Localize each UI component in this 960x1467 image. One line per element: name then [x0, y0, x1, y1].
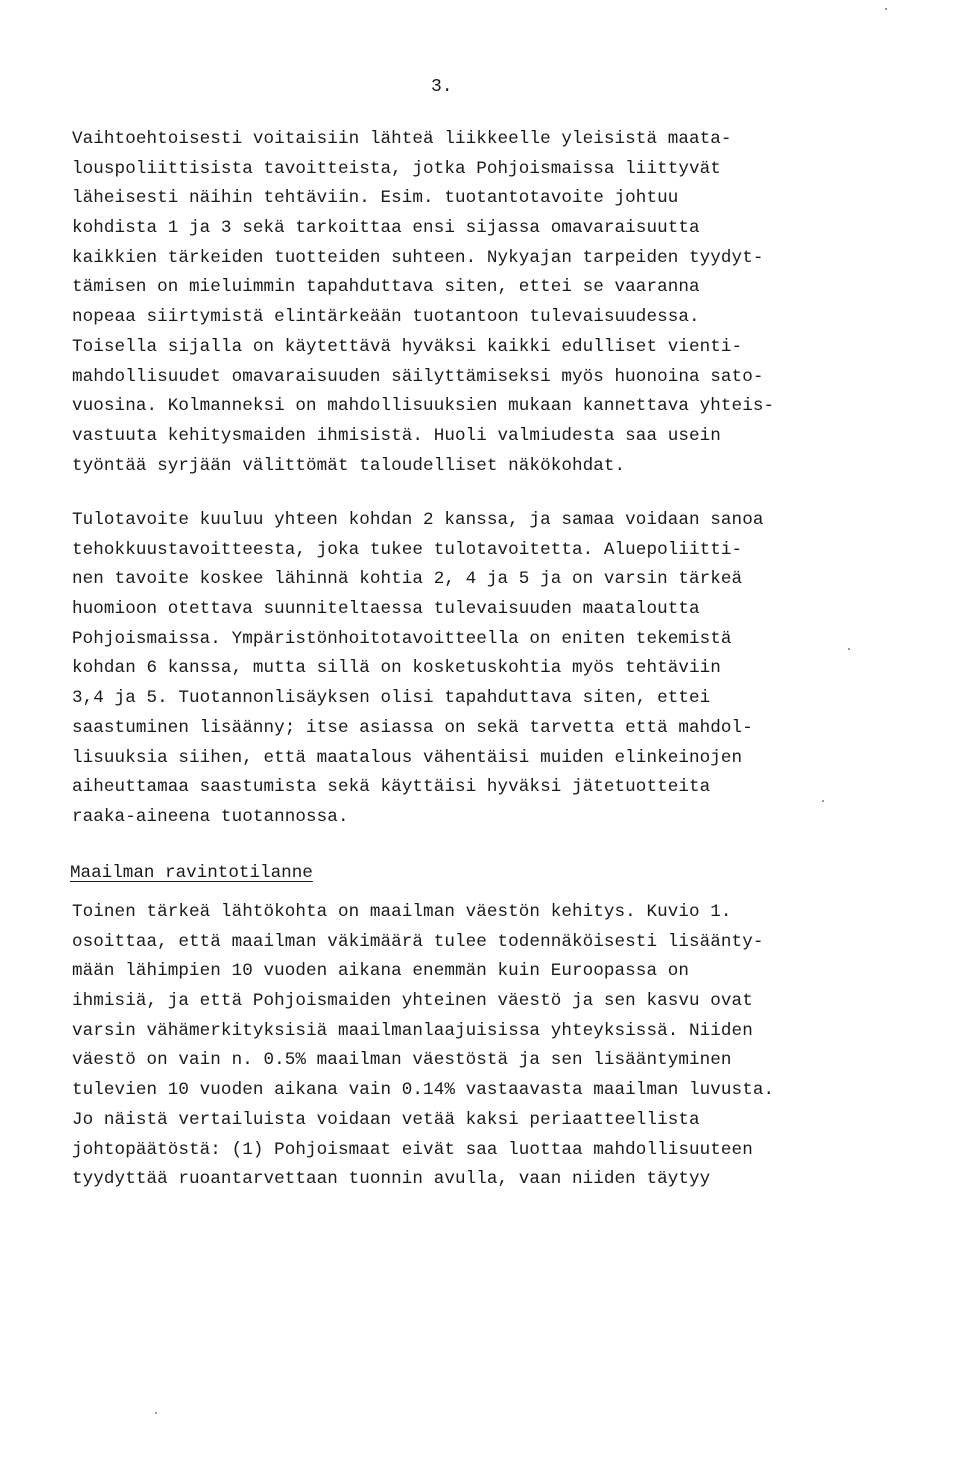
text-line: mään lähimpien 10 vuoden aikana enemmän kuin Euroopassa on: [72, 961, 690, 982]
text-line: Toisella sijalla on käytettävä hyväksi kaikki edulliset vienti-: [72, 336, 743, 357]
text-line: saastuminen lisäänny; itse asiassa on sekä tarvetta että mahdol-: [72, 717, 753, 738]
text-line: Pohjoismaissa. Ympäristönhoitotavoitteella on eniten tekemistä: [72, 628, 732, 649]
text-line: väestö on vain n. 0.5% maailman väestöstä ja sen lisääntyminen: [72, 1050, 732, 1071]
text-line: ihmisiä, ja että Pohjoismaiden yhteinen väestö ja sen kasvu ovat: [72, 991, 753, 1012]
text-line: huomioon otettava suunniteltaessa tulevaisuuden maataloutta: [72, 599, 700, 620]
text-line: Toinen tärkeä lähtökohta on maailman väestön kehitys. Kuvio 1.: [72, 902, 732, 922]
text-line: läheisesti näihin tehtäviin. Esim. tuotantotavoite johtuu: [72, 188, 679, 209]
text-line: kaikkien tärkeiden tuotteiden suhteen. Nykyajan tarpeiden tyydyt-: [72, 247, 764, 268]
text-line: osoittaa, että maailman väkimäärä tulee todennäköisesti lisäänty-: [72, 931, 764, 952]
text-line: nopeaa siirtymistä elintärkeään tuotantoon tulevaisuudessa.: [72, 307, 700, 328]
text-line: vuosina. Kolmanneksi on mahdollisuuksien mukaan kannettava yhteis-: [72, 396, 775, 417]
text-line: aiheuttamaa saastumista sekä käyttäisi hyväksi jätetuotteita: [72, 777, 711, 798]
scan-speck: [155, 1412, 157, 1414]
scan-speck: [885, 8, 887, 10]
paragraph-income-goal: [72, 506, 763, 833]
text-line: nen tavoite koskee lähinnä kohtia 2, 4 ja 5 ja on varsin tärkeä: [72, 569, 743, 590]
section-heading: Maailman ravintotilanne: [70, 863, 313, 883]
text-line: lisuuksia siihen, että maatalous vähentäisi muiden elinkeinojen: [72, 747, 743, 768]
text-line: tulevien 10 vuoden aikana vain 0.14% vastaavasta maailman luvusta.: [72, 1080, 775, 1101]
text-line: tämisen on mieluimmin tapahduttava siten, ettei se vaaranna: [72, 277, 700, 298]
text-line: mahdollisuudet omavaraisuuden säilyttämiseksi myös huonoina sato-: [72, 366, 764, 387]
text-line: tehokkuustavoitteesta, joka tukee tulotavoitetta. Aluepoliitti-: [72, 539, 743, 560]
paragraph-world-food: [72, 898, 774, 1195]
text-line: Vaihtoehtoisesti voitaisiin lähteä liikkeelle yleisistä maata-: [72, 129, 732, 149]
text-line: johtopäätöstä: (1) Pohjoismaat eivät saa luottaa mahdollisuuteen: [72, 1139, 753, 1160]
text-line: kohdista 1 ja 3 sekä tarkoittaa ensi sijassa omavaraisuutta: [72, 218, 700, 239]
text-line: työntää syrjään välittömät taloudelliset näkökohdat.: [72, 455, 626, 476]
text-line: louspoliittisista tavoitteista, jotka Pohjoismaissa liittyvät: [72, 158, 721, 179]
text-line: Tulotavoite kuuluu yhteen kohdan 2 kanssa, ja samaa voidaan sanoa: [72, 510, 764, 530]
paragraph-goals: [72, 125, 774, 481]
text-line: Jo näistä vertailuista voidaan vetää kaksi periaatteellista: [72, 1109, 700, 1130]
scan-speck: [848, 648, 850, 650]
text-line: vastuuta kehitysmaiden ihmisistä. Huoli valmiudesta saa usein: [72, 425, 721, 446]
text-line: 3,4 ja 5. Tuotannonlisäyksen olisi tapahduttava siten, ettei: [72, 688, 711, 709]
text-line: varsin vähämerkityksisiä maailmanlaajuisissa yhteyksissä. Niiden: [72, 1020, 753, 1041]
scan-speck: [822, 800, 824, 802]
page-number: 3.: [431, 77, 453, 97]
text-line: kohdan 6 kanssa, mutta sillä on kosketuskohtia myös tehtäviin: [72, 658, 721, 679]
text-line: raaka-aineena tuotannossa.: [72, 806, 349, 827]
text-line: tyydyttää ruoantarvettaan tuonnin avulla, vaan niiden täytyy: [72, 1169, 711, 1190]
